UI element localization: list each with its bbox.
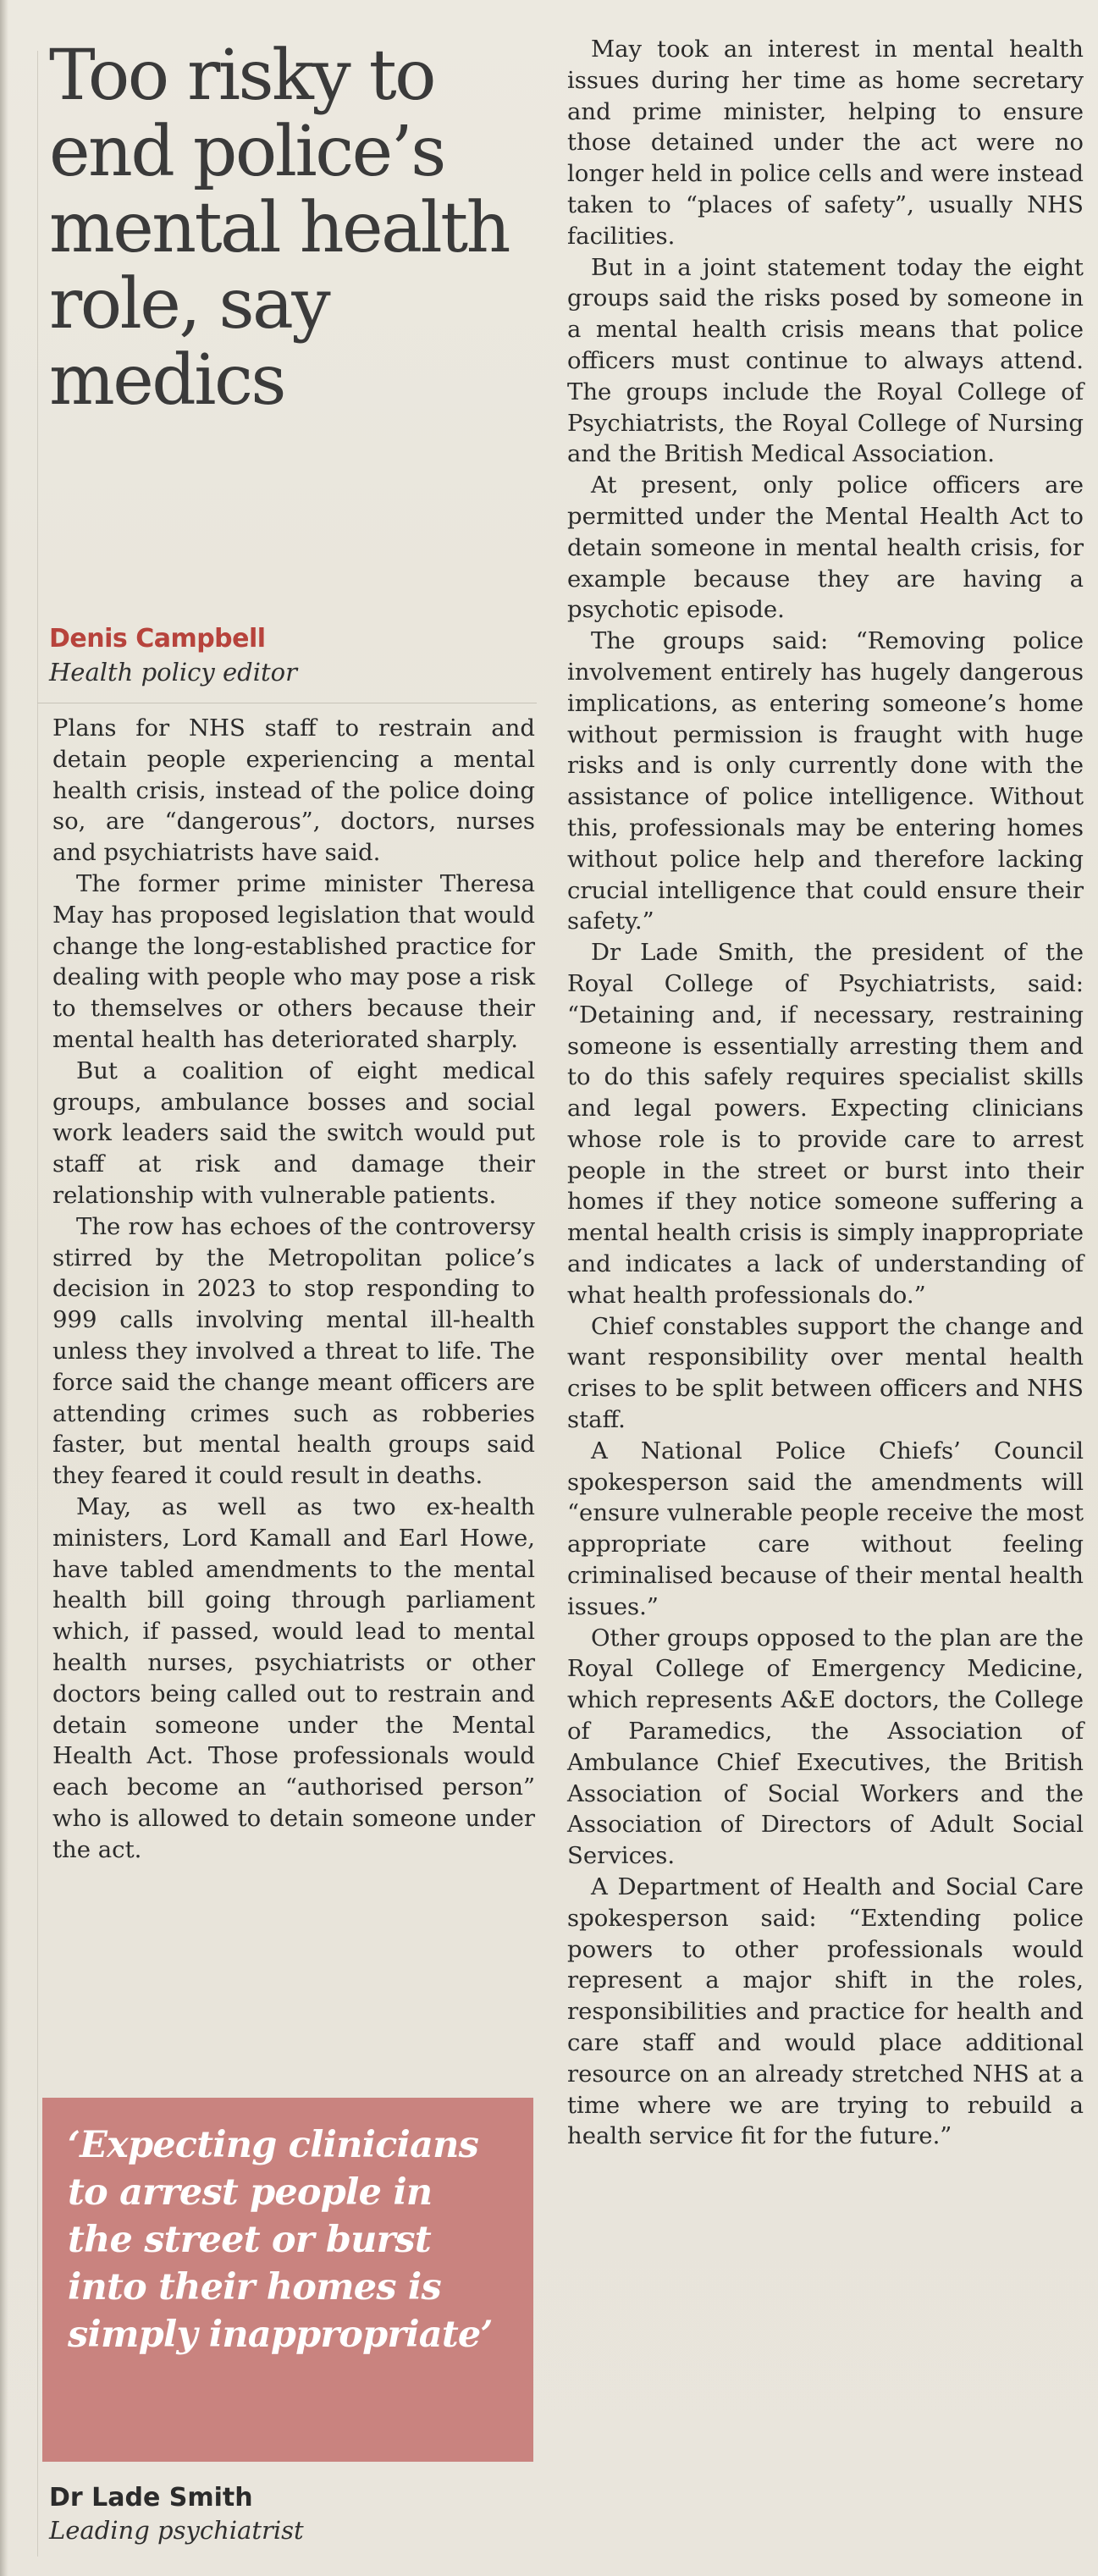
paragraph: Plans for NHS staff to restrain and detain people experiencing a mental health crisis, instead of the police doing so, are “dangerous”, doctors, nurses and psychiatrists have said. <box>52 714 535 867</box>
paragraph: Dr Lade Smith, the president of the Royal College of Psychiatrists, said: “Detaining and, if necessary, restraining someone is essentially arresting them and to do this safely requires specialist skills and legal powers. Expecting clinicians whose role is to provide care to arrest people in the street or burst into their homes if they notice someone suffering a mental health crisis is simply inappropriate and indicates a lack of understanding of what health professionals do.” <box>567 939 1084 1309</box>
paragraph: A Department of Health and Social Care spokesperson said: “Extending police powers to other professionals would represent a major shift in the roles, responsibilities and practice for health and care staff and would place additional resource on an already stretched NHS at a time where we are trying to rebuild a health service fit for the future.” <box>567 1873 1084 2150</box>
pullquote-attribution <box>49 2482 523 2546</box>
paragraph: A National Police Chiefs’ Council spokesperson said the amendments will “ensure vulnerable people receive the most appropriate care without feeling criminalised because of their mental health issues.” <box>567 1437 1084 1620</box>
body-column-left <box>52 713 535 1865</box>
body-column-right <box>567 34 1084 2152</box>
paragraph: May took an interest in mental health issues during her time as home secretary and prime minister, helping to ensure those detained under the act were no longer held in police cells and were instead taken to “places of safety”, usually NHS facilities. <box>567 36 1084 250</box>
paragraph: The row has echoes of the controversy stirred by the Metropolitan police’s decision in 2023 to stop responding to 999 calls involving mental ill-health unless they involved a threat to life. The force said the change meant officers are attending crimes such as robberies faster, but mental health groups said they feared it could result in deaths. <box>52 1212 535 1490</box>
paragraph: The former prime minister Theresa May has proposed legislation that would change the long-established practice for dealing with people who may pose a risk to themselves or others because their mental health has deteriorated sharply. <box>52 869 535 1053</box>
paragraph: But a coalition of eight medical groups, ambulance bosses and social work leaders said the switch would put staff at risk and damage their relationship with vulnerable patients. <box>52 1056 535 1209</box>
byline-role: Health policy editor <box>49 658 297 687</box>
paragraph: May, as well as two ex-health ministers, Lord Kamall and Earl Howe, have tabled amendments to the mental health bill going through parliament which, if passed, would lead to mental health nurses, psychiatrists or other doctors being called out to restrain and detain someone under the Mental Health Act. Those professionals would each become an “authorised person” who is allowed to detain someone under the act. <box>52 1492 535 1863</box>
byline <box>49 622 523 688</box>
pullquote-text: ‘Expecting clinicians to arrest people in the street or burst into their homes is simply inappropriate’ <box>68 2124 493 2356</box>
column-rule <box>37 51 38 2557</box>
headline: Too risky to end police’s mental health role, say medics <box>49 36 509 421</box>
pullquote-box <box>42 2098 533 2462</box>
byline-author: Denis Campbell <box>49 624 266 654</box>
paragraph: At present, only police officers are permitted under the Mental Health Act to detain someone in mental health crisis, for example because they are having a psychotic episode. <box>567 472 1084 624</box>
page-fold-shadow <box>0 0 8 2576</box>
pullquote-author-role: Leading psychiatrist <box>49 2516 304 2545</box>
paragraph: Chief constables support the change and want responsibility over mental health crises to be split between officers and NHS staff. <box>567 1312 1084 1434</box>
paragraph: The groups said: “Removing police involvement entirely has hugely dangerous implications, as entering someone’s home without permission is fraught with huge risks and is only currently done with the assistance of police intelligence. Without this, professionals may be entering homes without police help and therefore lacking crucial intelligence that could ensure their safety.” <box>567 627 1084 935</box>
paragraph: But in a joint statement today the eight groups said the risks posed by someone in a mental health crisis means that police officers must continue to always attend. The groups include the Royal College of Psychiatrists, the Royal College of Nursing and the British Medical Association. <box>567 253 1084 468</box>
paragraph: Other groups opposed to the plan are the Royal College of Emergency Medicine, which represents A&E doctors, the College of Paramedics, the Association of Ambulance Chief Executives, the British Association of Social Workers and the Association of Directors of Adult Social Services. <box>567 1624 1084 1870</box>
pullquote-author: Dr Lade Smith <box>49 2483 253 2513</box>
